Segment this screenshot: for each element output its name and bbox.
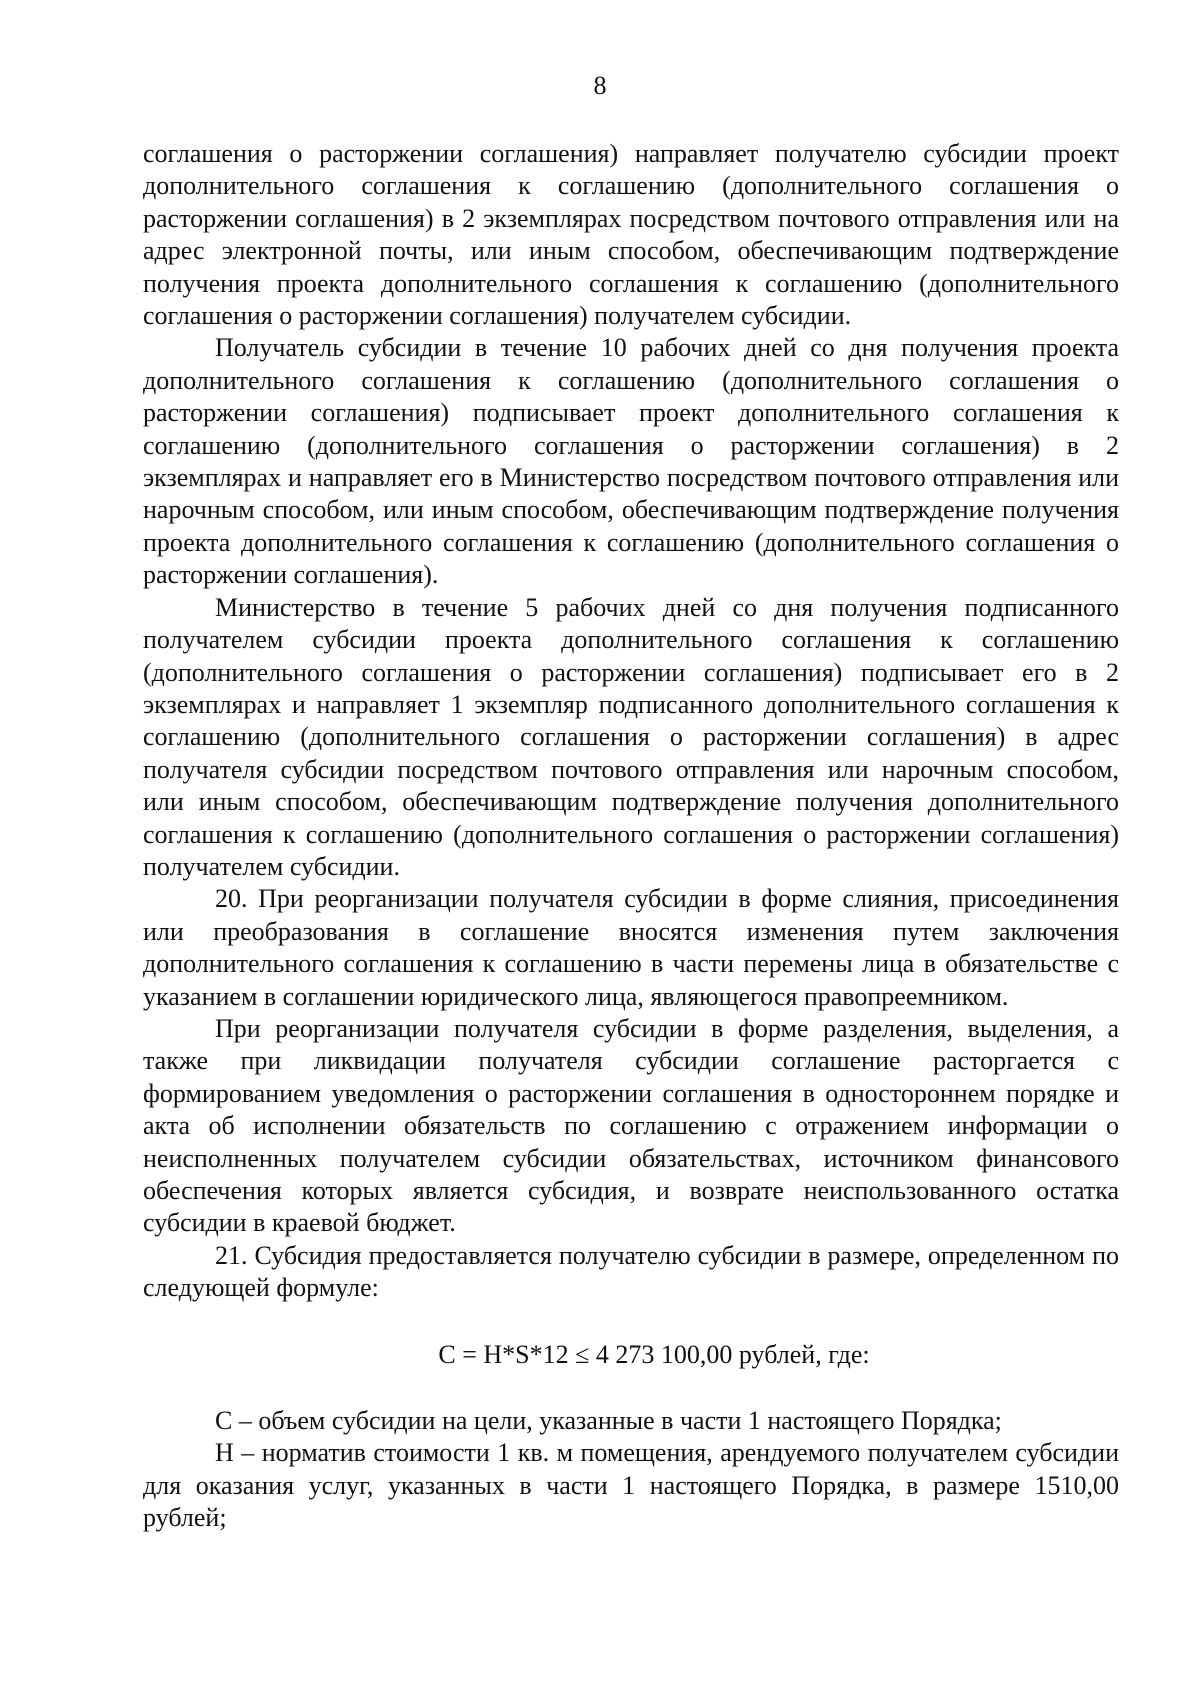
formula-definition-c: С – объем субсидии на цели, указанные в части 1 настоящего Порядка; [215,1406,1002,1436]
paragraph-clause-20: 20. При реорганизации получателя субсидии в форме слияния, присоединения или преобразования в соглашение вносятся изменения путем заключения дополнительного соглашения к соглашению в части перемены лица в обязательстве с указанием в соглашении юридического лица, являющегося правопреемником. [143,884,1119,1011]
document-body [143,138,1119,1535]
paragraph-recipient-signing: Получатель субсидии в течение 10 рабочих дней со дня получения проекта дополнительного соглашения к соглашению (дополнительного соглашения о расторжении соглашения) подписывает проект дополнительного соглашения к соглашению (дополнительного соглашения о расторжении соглашения) в 2 экземплярах и направляет его в Министерство посредством почтового отправления или нарочным способом, или иным способом, обеспечивающим подтверждение получения проекта дополнительного соглашения к соглашению (дополнительного соглашения о расторжении соглашения). [143,333,1119,590]
paragraph-continuation: соглашения о расторжении соглашения) направляет получателю субсидии проект дополнительного соглашения к соглашению (дополнительного соглашения о расторжении соглашения) в 2 экземплярах посредством почтового отправления или на адрес электронной почты, или иным способом, обеспечивающим подтверждение получения проекта дополнительного соглашения к соглашению (дополнительного соглашения о расторжении соглашения) получателем субсидии. [143,139,1119,331]
subsidy-formula: С = Н*S*12 ≤ 4 273 100,00 рублей, где: [438,1339,870,1369]
paragraph-ministry-signing: Министерство в течение 5 рабочих дней со дня получения подписанного получателем субсидии проекта дополнительного соглашения к соглашению (дополнительного соглашения о расторжении соглашения) подписывает его в 2 экземплярах и направляет 1 экземпляр подписанного дополнительного соглашения к соглашению (дополнительного соглашения о расторжении соглашения) в адрес получателя субсидии посредством почтового отправления или нарочным способом, или иным способом, обеспечивающим подтверждение получения дополнительного соглашения к соглашению (дополнительного соглашения о расторжении соглашения) получателем субсидии. [143,592,1119,881]
formula-definition-n: Н – норматив стоимости 1 кв. м помещения, арендуемого получателем субсидии для оказания услуг, указанных в части 1 настоящего Порядка, в размере 1510,00 рублей; [143,1438,1119,1533]
page-number: 8 [593,71,607,100]
paragraph-clause-21: 21. Субсидия предоставляется получателю субсидии в размере, определенном по следующей формуле: [143,1240,1119,1303]
paragraph-reorganization: При реорганизации получателя субсидии в форме разделения, выделения, а также при ликвидации получателя субсидии соглашение расторгается с формированием уведомления о расторжении соглашения в одностороннем порядке и акта об исполнении обязательств по соглашению с отражением информации о неисполненных получателем субсидии обязательствах, источником финансового обеспечения которых является субсидия, и возврате неиспользованного остатка субсидии в краевой бюджет. [143,1013,1119,1238]
